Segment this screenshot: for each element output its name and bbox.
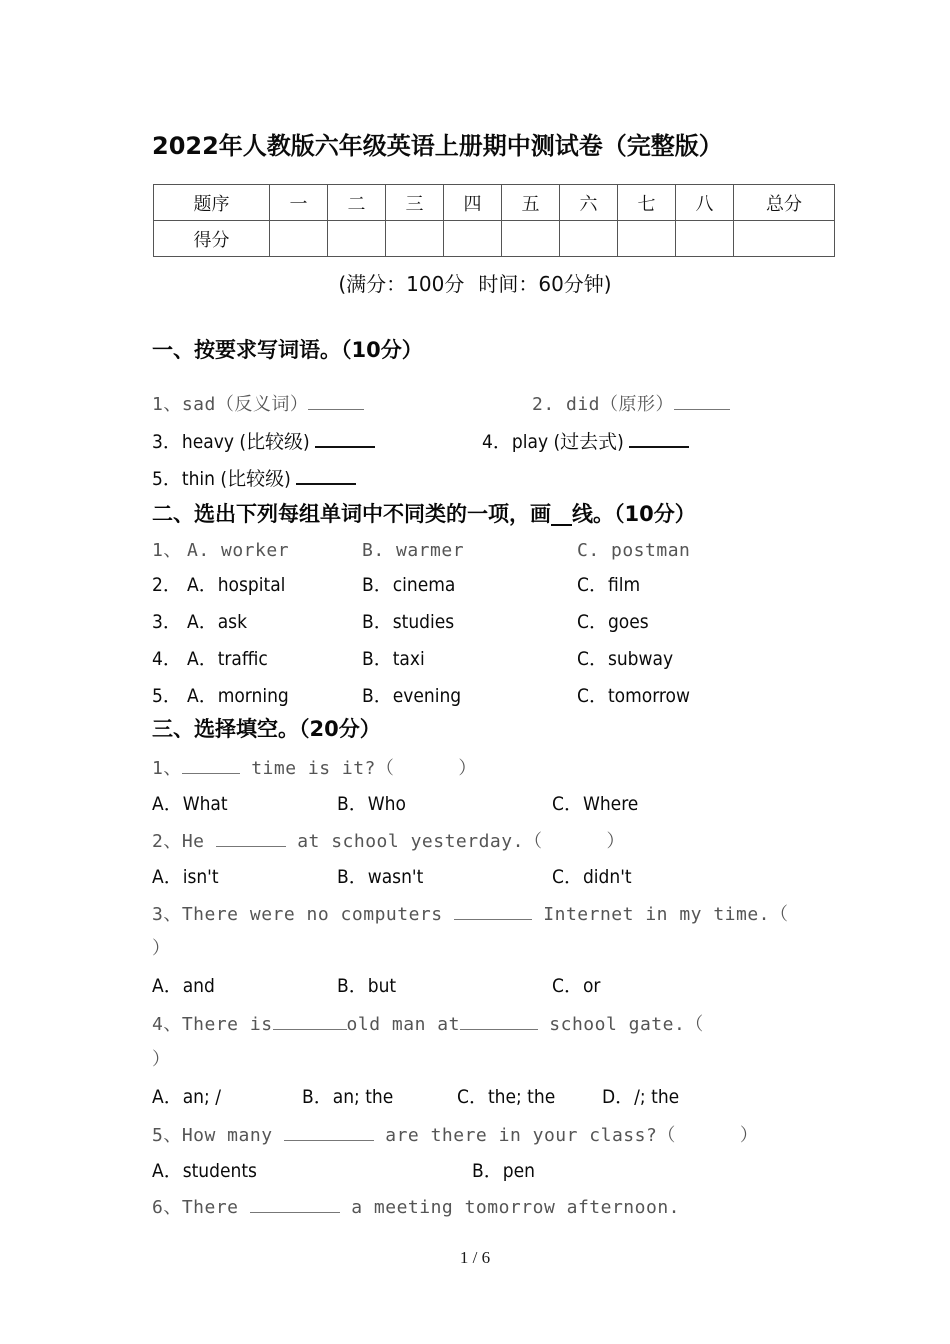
full-score-label: (满分：100分: [338, 272, 465, 296]
score-cell-6[interactable]: [560, 221, 618, 257]
q3-option-c[interactable]: C．or: [552, 975, 601, 997]
section2-item-2: [152, 570, 640, 597]
section3-question-1-options: [152, 789, 638, 816]
q1-number: 1、: [152, 758, 182, 779]
section3-question-5-stem: [152, 1121, 758, 1147]
answer-blank[interactable]: [460, 1014, 538, 1030]
q1-option-b[interactable]: B．Who: [337, 793, 406, 815]
q2-number: 2、He: [152, 831, 205, 852]
section2-item-1: [152, 536, 690, 562]
page-number-footer: 1 / 6: [459, 1248, 491, 1267]
section2-item-5: [152, 681, 690, 708]
section1-item-5-left: 5．thin (比较级): [152, 468, 291, 490]
table-header-col-2: 二: [328, 185, 386, 221]
section2-item-5-option-c[interactable]: C．tomorrow: [577, 685, 690, 707]
q2-option-b[interactable]: B．wasn't: [337, 866, 424, 888]
q6-number: 6、There: [152, 1197, 239, 1218]
section-3-heading: 三、选择填空。（20分）: [152, 717, 381, 741]
section1-item-1: [152, 390, 730, 416]
q2-answer-bracket[interactable]: ）: [606, 831, 625, 852]
q3-option-a[interactable]: A．and: [152, 975, 215, 997]
section2-item-4-option-c[interactable]: C．subway: [577, 648, 674, 670]
section3-question-5-options: [152, 1156, 535, 1183]
section1-item-3: [152, 427, 689, 454]
q1-answer-bracket[interactable]: ）: [458, 758, 477, 779]
score-cell-3[interactable]: [386, 221, 444, 257]
q4-option-c[interactable]: C．the; the: [457, 1086, 556, 1108]
section3-question-2-options: [152, 862, 632, 889]
section2-item-2-option-c[interactable]: C．film: [577, 574, 641, 596]
q1-option-c[interactable]: C．Where: [552, 793, 639, 815]
q5-option-a[interactable]: A．students: [152, 1160, 257, 1182]
section2-item-3-option-b[interactable]: B．studies: [362, 611, 455, 633]
table-header-col-1: 一: [270, 185, 328, 221]
section3-question-1-stem: [152, 754, 477, 780]
section1-item-2-right: 2. did（原形）: [532, 394, 675, 415]
section2-item-4: [152, 644, 673, 671]
score-cell-total[interactable]: [734, 221, 835, 257]
table-header-col-3: 三: [386, 185, 444, 221]
q3-number: 3、There were no computers: [152, 904, 443, 925]
q4-answer-bracket[interactable]: ）: [152, 1049, 171, 1070]
q2-option-c[interactable]: C．didn't: [552, 866, 632, 888]
section2-item-3-option-a[interactable]: A．ask: [187, 611, 247, 633]
answer-blank[interactable]: [182, 758, 240, 774]
section2-item-5-option-a[interactable]: A．morning: [187, 685, 289, 707]
section-2-heading: 二、选出下列每组单词中不同类的一项，画__线。（10分）: [152, 502, 696, 526]
table-header-col-5: 五: [502, 185, 560, 221]
table-row: [154, 185, 835, 221]
section1-item-3-left: 3．heavy (比较级): [152, 431, 310, 453]
time-limit-label: 时间：60分钟): [478, 272, 612, 296]
section3-question-4-options: [152, 1082, 679, 1109]
section2-item-4-option-a[interactable]: A．traffic: [187, 648, 268, 670]
section2-item-3-option-c[interactable]: C．goes: [577, 611, 649, 633]
answer-blank[interactable]: [454, 904, 532, 920]
score-cell-1[interactable]: [270, 221, 328, 257]
section2-item-1-option-b[interactable]: B. warmer: [362, 540, 465, 561]
section1-item-4-right: 4．play (过去式): [482, 431, 624, 453]
score-table: [153, 184, 835, 257]
answer-blank[interactable]: [216, 831, 286, 847]
answer-blank[interactable]: [308, 394, 364, 410]
section2-item-3: [152, 607, 649, 634]
q6-stem-text: a meeting tomorrow afternoon.: [351, 1197, 680, 1218]
answer-blank[interactable]: [315, 430, 375, 448]
answer-blank[interactable]: [250, 1197, 340, 1213]
q2-stem-text: at school yesterday.（: [297, 831, 543, 852]
score-cell-8[interactable]: [676, 221, 734, 257]
q5-answer-bracket[interactable]: ）: [739, 1125, 759, 1146]
table-row: [154, 221, 835, 257]
answer-blank[interactable]: [296, 467, 356, 485]
score-cell-7[interactable]: [618, 221, 676, 257]
section3-question-6-stem: [152, 1193, 680, 1219]
q3-option-b[interactable]: B．but: [337, 975, 397, 997]
answer-blank[interactable]: [284, 1125, 374, 1141]
table-header-score: 得分: [154, 221, 270, 257]
q2-option-a[interactable]: A．isn't: [152, 866, 219, 888]
table-header-col-4: 四: [444, 185, 502, 221]
section2-item-2-number: 2．: [152, 574, 182, 596]
section1-item-1-left: 1、sad（反义词）: [152, 394, 309, 415]
table-header-question-order: 题序: [154, 185, 270, 221]
section3-question-4-stem: [152, 1010, 704, 1036]
section-1-heading: 一、按要求写词语。（10分）: [152, 338, 423, 362]
q5-number: 5、How many: [152, 1125, 273, 1146]
score-cell-4[interactable]: [444, 221, 502, 257]
score-cell-2[interactable]: [328, 221, 386, 257]
q4-stem-mid: old man at: [346, 1014, 460, 1035]
q5-option-b[interactable]: B．pen: [472, 1160, 535, 1182]
q5-stem-text: are there in your class?（: [385, 1125, 676, 1146]
answer-blank[interactable]: [273, 1014, 347, 1030]
section2-item-1-option-c[interactable]: C. postman: [577, 540, 691, 561]
table-header-total: 总分: [734, 185, 835, 221]
section2-item-1-number: 1、: [152, 540, 182, 561]
q1-stem-text: time is it?（: [251, 758, 395, 779]
section2-item-1-option-a[interactable]: A. worker: [187, 540, 290, 561]
q4-option-a[interactable]: A．an; /: [152, 1086, 221, 1108]
q4-option-d[interactable]: D．/; the: [602, 1086, 680, 1108]
q4-stem-text: school gate.（: [549, 1014, 704, 1035]
section2-item-4-option-b[interactable]: B．taxi: [362, 648, 425, 670]
section2-item-2-option-b[interactable]: B．cinema: [362, 574, 456, 596]
table-header-col-8: 八: [676, 185, 734, 221]
section3-question-4-stem-wrap: [152, 1045, 171, 1071]
q3-answer-bracket[interactable]: ）: [152, 938, 171, 959]
q3-stem-text: Internet in my time.（: [543, 904, 789, 925]
score-cell-5[interactable]: [502, 221, 560, 257]
section3-question-2-stem: [152, 827, 625, 853]
section2-item-2-option-a[interactable]: A．hospital: [187, 574, 286, 596]
q4-number: 4、There is: [152, 1014, 273, 1035]
table-header-col-7: 七: [618, 185, 676, 221]
answer-blank[interactable]: [629, 430, 689, 448]
answer-blank[interactable]: [674, 394, 730, 410]
table-header-col-6: 六: [560, 185, 618, 221]
q1-option-a[interactable]: A．What: [152, 793, 228, 815]
section2-item-5-option-b[interactable]: B．evening: [362, 685, 462, 707]
page-title: 2022年人教版六年级英语上册期中测试卷（完整版）: [152, 132, 723, 160]
exam-info-line: [0, 268, 950, 297]
section2-item-3-number: 3．: [152, 611, 182, 633]
section2-item-5-number: 5．: [152, 685, 182, 707]
section3-question-3-stem-wrap: [152, 934, 171, 960]
section2-item-4-number: 4．: [152, 648, 182, 670]
section1-item-5: [152, 464, 356, 491]
q4-option-b[interactable]: B．an; the: [302, 1086, 394, 1108]
section3-question-3-options: [152, 971, 600, 998]
section3-question-3-stem: [152, 900, 789, 926]
